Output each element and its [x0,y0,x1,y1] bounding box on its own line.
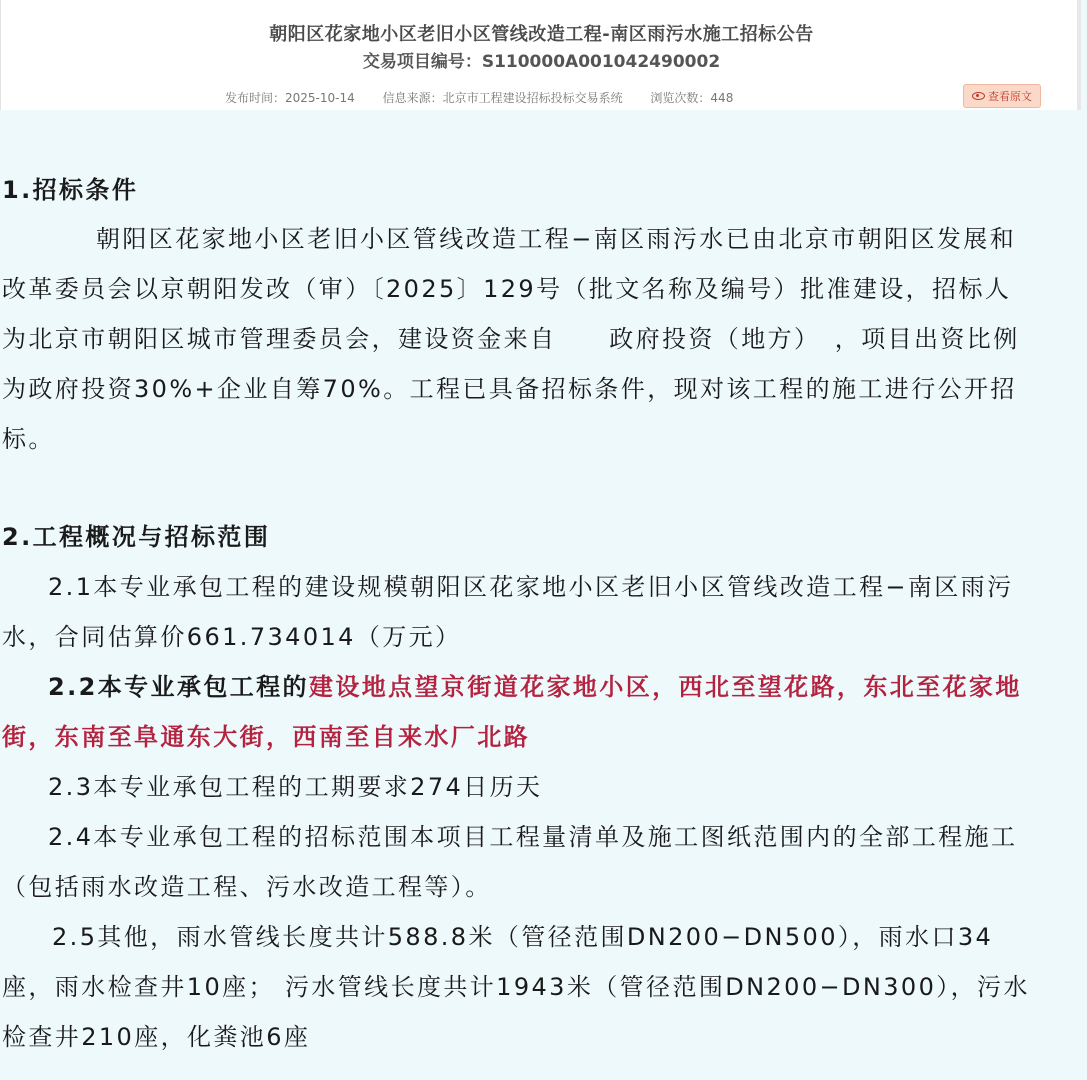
item-2-5-line: 座，雨水检查井10座； 污水管线长度共计1943米（管径范围DN200−DN300），污水 [2,973,1030,1001]
item-2-2-highlight: 建设地点望京街道花家地小区，西北至望花路，东北至花家地 [308,673,1022,701]
item-2-4-line: （包括雨水改造工程、污水改造工程等）。 [2,873,492,901]
section-1-line: 标。 [2,425,55,453]
notice-title: 朝阳区花家地小区老旧小区管线改造工程-南区雨污水施工招标公告 [269,24,814,45]
item-2-2-line [48,667,1022,702]
publish-time: 发布时间：2025-10-14 [225,91,355,105]
item-2-2-prefix: 2.2本专业承包工程的 [48,673,309,701]
section-1-line: 为政府投资30%+企业自筹70%。工程已具备招标条件，现对该工程的施工进行公开招 [2,375,1017,403]
item-2-1-line: 2.1本专业承包工程的建设规模朝阳区花家地小区老旧小区管线改造工程−南区雨污 [48,573,1014,601]
item-2-3-line: 2.3本专业承包工程的工期要求274日历天 [48,773,543,801]
project-number: 交易项目编号：S110000A001042490002 [362,52,721,72]
item-2-5-line: 检查井210座，化粪池6座 [2,1023,311,1051]
item-2-4-line: 2.4本专业承包工程的招标范围本项目工程量清单及施工图纸范围内的全部工程施工 [48,823,1018,851]
meta-info [225,89,757,106]
eye-icon [972,92,985,100]
section-1-heading: 1.招标条件 [2,176,139,204]
item-2-5-line: 2.5其他，雨水管线长度共计588.8米（管径范围DN200−DN500），雨水口34 [52,923,994,951]
section-1-line: 为北京市朝阳区城市管理委员会，建设资金来自 政府投资（地方） ，项目出资比例 [2,325,1020,353]
info-source: 信息来源：北京市工程建设招标投标交易系统 [382,91,623,105]
section-1-line: 改革委员会以京朝阳发改（审）〔2025〕129号（批文名称及编号）批准建设，招标人 [2,275,1012,303]
item-2-2-highlight: 街，东南至阜通东大街，西南至自来水厂北路 [2,723,530,751]
view-count: 浏览次数：448 [650,91,734,105]
item-2-1-line: 水，合同估算价661.734014（万元） [2,623,462,651]
section-1-line: 朝阳区花家地小区老旧小区管线改造工程−南区雨污水已由北京市朝阳区发展和 [96,225,1017,253]
view-original-button[interactable] [963,84,1041,108]
section-2-heading: 2.工程概况与招标范围 [2,523,271,551]
notice-header [0,0,1081,110]
view-original-label: 查看原文 [988,90,1032,103]
